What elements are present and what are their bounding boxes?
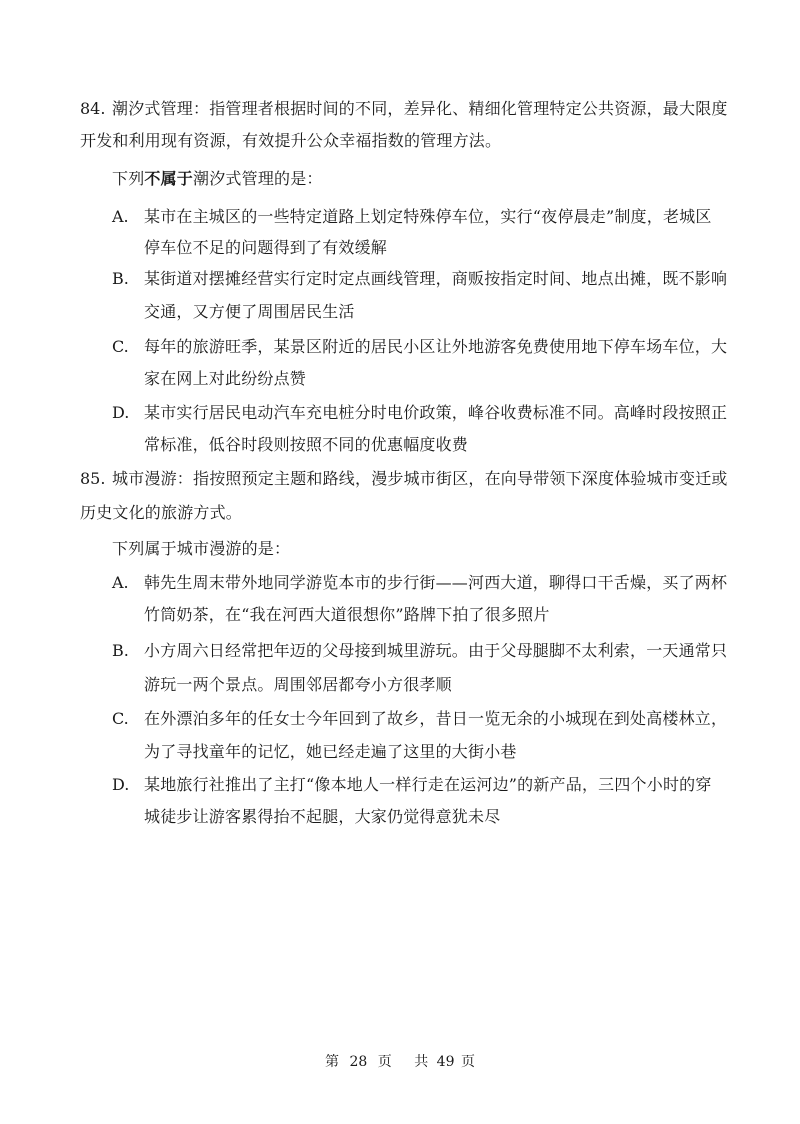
question-stem-line: 开发和利用现有资源，有效提升公众幸福指数的管理方法。 (80, 131, 502, 150)
option-letter: A. (112, 207, 129, 226)
question-prompt: 下列属于城市漫游的是： (112, 539, 291, 558)
question-stem-line: 潮汐式管理：指管理者根据时间的不同，差异化、精细化管理特定公共资源，最大限度 (112, 99, 728, 118)
option-text-line: 每年的旅游旺季，某景区附近的居民小区让外地游客免费使用地下停车场车位，大 (144, 337, 728, 356)
option-text-line: 韩先生周末带外地同学游览本市的步行街——河西大道，聊得口干舌燥，买了两杯 (144, 573, 728, 592)
option-text-line: 为了寻找童年的记忆，她已经走遍了这里的大街小巷 (144, 742, 517, 761)
question-number: 84. (80, 99, 106, 118)
page-current: 28 (349, 1054, 368, 1070)
option-text-line: 游玩一两个景点。周围邻居都夸小方很孝顺 (144, 675, 452, 694)
prompt-prefix: 下列 (112, 169, 145, 188)
option-text-line: 某街道对摆摊经营实行定时定点画线管理，商贩按指定时间、地点出摊，既不影响 (144, 269, 728, 288)
option-letter: B. (112, 269, 129, 288)
option-letter: C. (112, 709, 129, 728)
option-text-line: 停车位不足的问题得到了有效缓解 (144, 238, 388, 257)
question-stem-line: 历史文化的旅游方式。 (80, 503, 243, 522)
page-label-middle: 页 (377, 1054, 392, 1070)
option-text-line: 某市实行居民电动汽车充电桩分时电价政策，峰谷收费标准不同。高峰时段按照正 (144, 403, 728, 422)
option-text-line: 某市在主城区的一些特定道路上划定特殊停车位，实行“夜停晨走”制度，老城区 (144, 207, 712, 226)
option-letter: D. (112, 775, 130, 794)
question-prompt (112, 168, 323, 190)
option-text-line: 某地旅行社推出了主打“像本地人一样行走在运河边”的新产品，三四个小时的穿 (144, 775, 712, 794)
question-stem-line: 城市漫游：指按照预定主题和路线，漫步城市街区，在向导带领下深度体验城市变迁或 (112, 469, 728, 488)
option-letter: C. (112, 337, 129, 356)
option-letter: A. (112, 573, 129, 592)
option-text-line: 小方周六日经常把年迈的父母接到城里游玩。由于父母腿脚不太利索，一天通常只 (144, 641, 728, 660)
option-text-line: 城徒步让游客累得抬不起腿，大家仍觉得意犹未尽 (144, 807, 501, 826)
page-label-prefix: 第 (325, 1054, 340, 1070)
page-footer (0, 1053, 800, 1071)
prompt-emphasis: 不属于 (144, 169, 194, 188)
page-total: 49 (436, 1054, 455, 1070)
option-text-line: 常标准，低谷时段则按照不同的优惠幅度收费 (144, 435, 469, 454)
page-total-label: 共 (414, 1054, 429, 1070)
option-letter: D. (112, 403, 130, 422)
option-text-line: 竹筒奶茶，在“我在河西大道很想你”路牌下拍了很多照片 (144, 605, 550, 624)
question-number: 85. (80, 469, 106, 488)
option-text-line: 在外漂泊多年的任女士今年回到了故乡，昔日一览无余的小城现在到处高楼林立， (144, 709, 728, 728)
option-text-line: 交通，又方便了周围居民生活 (144, 302, 355, 321)
prompt-suffix: 潮汐式管理的是： (193, 169, 323, 188)
option-letter: B. (112, 641, 129, 660)
page-label-suffix: 页 (460, 1054, 475, 1070)
option-text-line: 家在网上对此纷纷点赞 (144, 369, 307, 388)
